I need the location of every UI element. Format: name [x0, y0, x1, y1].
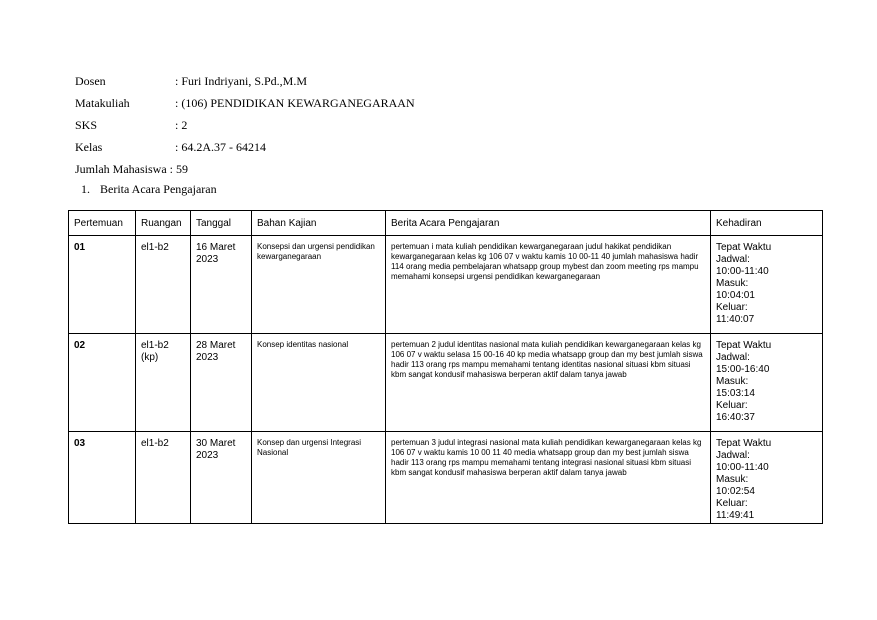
cell-ruangan: el1-b2 (kp): [136, 334, 191, 432]
kehadiran-masuk: 15:03:14: [716, 388, 755, 399]
header-ruangan: Ruangan: [136, 211, 191, 236]
kehadiran-keluar: 11:40:07: [716, 314, 755, 325]
berita-acara-table: [68, 210, 823, 524]
dosen-label: Dosen: [75, 74, 106, 88]
kehadiran-status: Tepat Waktu: [716, 438, 772, 449]
cell-pertemuan: 02: [69, 334, 136, 432]
header-bahan-kajian: Bahan Kajian: [252, 211, 386, 236]
kehadiran-jadwal: 10:00-11:40: [716, 462, 769, 473]
cell-berita-acara: pertemuan i mata kuliah pendidikan kewarganegaraan judul hakikat pendidikan kewarganegaraan kelas kg 106 07 v waktu kamis 10 00-11 40 jumlah mahasiswa hadir 114 orang media pembelajaran whatsapp group mybest dan zoom meeting rps mampu memahami konsepsi urgensi pendidikan kewarganegaraan: [386, 236, 711, 334]
cell-pertemuan: 03: [69, 432, 136, 524]
header-kehadiran: Kehadiran: [711, 211, 823, 236]
cell-berita-acara: pertemuan 3 judul integrasi nasional mata kuliah pendidikan kewarganegaraan kelas kg 106 07 v waktu kamis 10 00 11 40 media whatsapp group dan my best jumlah siswa hadir 113 orang rps mampu memahami tentang integrasi nasional situasi kbm situasi kbm sangat kondusif mahasiswa berperan aktif dalam tanya jawab: [386, 432, 711, 524]
cell-ruangan: el1-b2: [136, 236, 191, 334]
kehadiran-jadwal-label: Jadwal:: [716, 450, 750, 461]
cell-bahan-kajian: Konsepsi dan urgensi pendidikan kewarganegaraan: [252, 236, 386, 334]
sks-label: SKS: [75, 118, 98, 132]
section-number: 1.: [81, 182, 90, 196]
kehadiran-status: Tepat Waktu: [716, 340, 772, 351]
table-row: [69, 236, 823, 334]
kehadiran-keluar: 16:40:37: [716, 412, 755, 423]
cell-tanggal: 16 Maret 2023: [191, 236, 252, 334]
kehadiran-keluar-label: Keluar:: [716, 498, 748, 509]
kehadiran-keluar-label: Keluar:: [716, 302, 748, 313]
header-berita-acara: Berita Acara Pengajaran: [386, 211, 711, 236]
cell-tanggal: 30 Maret 2023: [191, 432, 252, 524]
header-tanggal: Tanggal: [191, 211, 252, 236]
kehadiran-jadwal: 10:00-11:40: [716, 266, 769, 277]
cell-bahan-kajian: Konsep dan urgensi Integrasi Nasional: [252, 432, 386, 524]
cell-kehadiran: [711, 236, 823, 334]
cell-kehadiran: [711, 432, 823, 524]
kehadiran-masuk-label: Masuk:: [716, 278, 749, 289]
sks-value: : 2: [175, 118, 188, 132]
table-header-row: [69, 211, 823, 236]
table-row: [69, 432, 823, 524]
kehadiran-masuk: 10:04:01: [716, 290, 755, 301]
cell-berita-acara: pertemuan 2 judul identitas nasional mata kuliah pendidikan kewarganegaraan kelas kg 106 07 v waktu selasa 15 00-16 40 kp media whatsapp group dan my best jumlah siswa hadir 113 orang rps mampu memahami tentang identitas nasional situasi kbm situasi kbm sangat kondusif mahasiswa berperan aktif dalam tanya jawab: [386, 334, 711, 432]
kehadiran-masuk-label: Masuk:: [716, 376, 749, 387]
matakuliah-label: Matakuliah: [75, 96, 130, 110]
cell-bahan-kajian: Konsep identitas nasional: [252, 334, 386, 432]
kehadiran-keluar-label: Keluar:: [716, 400, 748, 411]
table-row: [69, 334, 823, 432]
kehadiran-jadwal-label: Jadwal:: [716, 352, 750, 363]
kehadiran-masuk-label: Masuk:: [716, 474, 749, 485]
dosen-value: : Furi Indriyani, S.Pd.,M.M: [175, 74, 308, 88]
header-pertemuan: Pertemuan: [69, 211, 136, 236]
kehadiran-jadwal-label: Jadwal:: [716, 254, 750, 265]
cell-pertemuan: 01: [69, 236, 136, 334]
matakuliah-value: : (106) PENDIDIKAN KEWARGANEGARAAN: [175, 96, 415, 110]
jumlah-label: Jumlah Mahasiswa : 59: [75, 162, 188, 176]
kehadiran-keluar: 11:49:41: [716, 510, 755, 521]
cell-tanggal: 28 Maret 2023: [191, 334, 252, 432]
kelas-value: : 64.2A.37 - 64214: [175, 140, 266, 154]
section-heading: [81, 182, 217, 197]
section-title: Berita Acara Pengajaran: [100, 182, 217, 196]
kehadiran-jadwal: 15:00-16:40: [716, 364, 770, 375]
cell-kehadiran: [711, 334, 823, 432]
kehadiran-status: Tepat Waktu: [716, 242, 772, 253]
kehadiran-masuk: 10:02:54: [716, 486, 755, 497]
kelas-label: Kelas: [75, 140, 103, 154]
cell-ruangan: el1-b2: [136, 432, 191, 524]
